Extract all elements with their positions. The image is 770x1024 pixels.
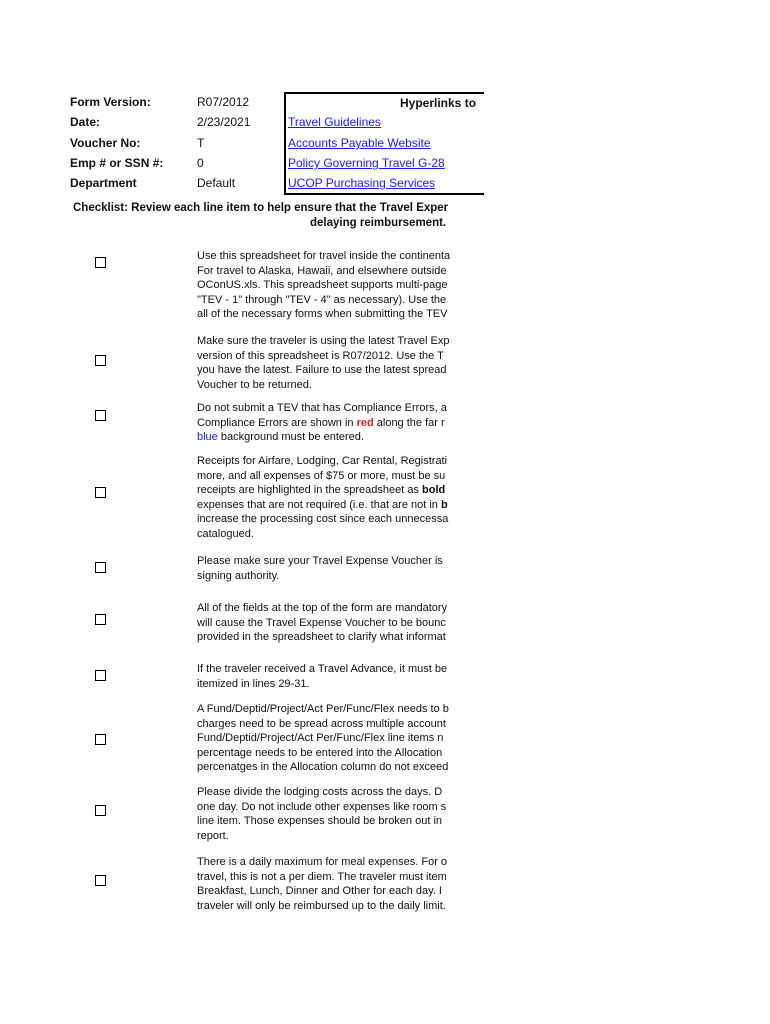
form-version-value: R07/2012 xyxy=(197,95,250,109)
item-4-line: catalogued. xyxy=(197,527,254,540)
item-8-line: percentage needs to be entered into the Allocation xyxy=(197,746,443,759)
item-6-line: All of the fields at the top of the form are mandatory xyxy=(197,602,448,614)
checklist-item-9 xyxy=(197,785,484,843)
checklist-item-10 xyxy=(197,855,484,913)
item-3-line xyxy=(197,416,484,431)
checklist-item-3 xyxy=(197,401,484,445)
item-6-line: will cause the Travel Expense Voucher to be bounc xyxy=(197,616,446,629)
item-3-text: Compliance Errors are shown in xyxy=(197,416,357,429)
item-9-line: one day. Do not include other expenses like room s xyxy=(197,800,447,813)
date-value: 2/23/2021 xyxy=(197,115,251,129)
item-10-line: traveler will only be reimbursed up to the daily limit. xyxy=(197,899,446,912)
item-3-line xyxy=(197,430,484,445)
checkbox-item-10[interactable] xyxy=(95,875,106,886)
department-label: Department xyxy=(70,176,137,190)
checkbox-item-2[interactable] xyxy=(95,355,106,366)
checklist-item-1 xyxy=(197,249,484,322)
item-10-line: travel, this is not a per diem. The traveler must item xyxy=(197,870,447,883)
checklist-item-7 xyxy=(197,662,484,691)
voucher-label: Voucher No: xyxy=(70,136,141,150)
item-3-text: along the far r xyxy=(373,416,445,429)
item-2-line: Voucher to be returned. xyxy=(197,378,312,391)
item-1-line: "TEV - 1" through "TEV - 4" as necessary). Use the xyxy=(197,293,447,306)
bold-highlight-text: b xyxy=(440,498,448,511)
checkbox-item-7[interactable] xyxy=(95,670,106,681)
item-10-line: Breakfast, Lunch, Dinner and Other for each day. I xyxy=(197,885,442,897)
item-2-line: version of this spreadsheet is R07/2012. Use the T xyxy=(197,349,444,362)
item-4-text: receipts are highlighted in the spreadsheet as xyxy=(197,484,423,496)
item-8-line: Fund/Deptid/Project/Act Per/Func/Flex line items n xyxy=(197,732,444,744)
item-4-line: Receipts for Airfare, Lodging, Car Rental, Registrati xyxy=(197,455,448,467)
item-7-line: If the traveler received a Travel Advance, it must be xyxy=(197,663,448,675)
item-1-line: OConUS.xls. This spreadsheet supports multi-page xyxy=(197,279,448,291)
checkbox-item-9[interactable] xyxy=(95,805,106,816)
checklist-title: Checklist: Review each line item to help ensure that the Travel Exper xyxy=(73,202,449,214)
voucher-value: T xyxy=(197,136,205,150)
item-2-line: you have the latest. Failure to use the latest spread xyxy=(197,364,447,376)
checklist-item-8 xyxy=(197,702,484,775)
item-9-line: report. xyxy=(197,829,229,842)
link-accounts-payable[interactable]: Accounts Payable Website xyxy=(288,136,431,150)
checklist-item-6 xyxy=(197,601,484,645)
checklist-item-4 xyxy=(197,454,484,541)
item-5-line: signing authority. xyxy=(197,569,280,582)
bold-highlight-text: bold xyxy=(422,484,446,496)
checkbox-item-4[interactable] xyxy=(95,487,106,498)
item-3-line: Do not submit a TEV that has Compliance Errors, a xyxy=(197,402,447,414)
item-9-line: line item. Those expenses should be broken out in xyxy=(197,815,443,827)
date-label: Date: xyxy=(70,115,101,129)
item-10-line: There is a daily maximum for meal expenses. For o xyxy=(197,856,448,868)
department-value: Default xyxy=(197,176,236,190)
checkbox-item-5[interactable] xyxy=(95,562,106,573)
checkbox-item-1[interactable] xyxy=(95,257,106,268)
item-8-line: A Fund/Deptid/Project/Act Per/Func/Flex needs to b xyxy=(197,703,449,715)
hyperlinks-title: Hyperlinks to xyxy=(400,96,477,110)
form-version-label: Form Version: xyxy=(70,95,151,109)
item-7-line: itemized in lines 29-31. xyxy=(197,677,310,690)
red-highlight-text: red xyxy=(356,416,374,429)
item-5-line: Please make sure your Travel Expense Voucher is xyxy=(197,555,443,567)
checkbox-item-3[interactable] xyxy=(95,410,106,421)
item-1-line: all of the necessary forms when submitting the TEV xyxy=(197,308,448,320)
checkbox-item-6[interactable] xyxy=(95,614,106,625)
item-8-line: percenatges in the Allocation column do not exceed xyxy=(197,761,449,773)
blue-highlight-text: blue xyxy=(197,431,218,443)
emp-label: Emp # or SSN #: xyxy=(70,156,164,170)
item-4-line: increase the processing cost since each unnecessa xyxy=(197,513,449,525)
emp-value: 0 xyxy=(197,156,204,170)
item-1-line: Use this spreadsheet for travel inside the continenta xyxy=(197,250,451,262)
checklist-item-5 xyxy=(197,554,484,583)
link-ucop-purchasing[interactable]: UCOP Purchasing Services xyxy=(288,176,436,190)
item-8-line: charges need to be spread across multiple account xyxy=(197,717,446,730)
item-9-line: Please divide the lodging costs across the days. D xyxy=(197,786,443,798)
item-1-line: For travel to Alaska, Hawaii, and elsewhere outside xyxy=(197,264,447,277)
link-travel-guidelines[interactable]: Travel Guidelines xyxy=(288,115,381,129)
item-2-line: Make sure the traveler is using the latest Travel Exp xyxy=(197,335,450,347)
checklist-title-line2: delaying reimbursement. xyxy=(310,217,447,229)
item-6-line: provided in the spreadsheet to clarify what informat xyxy=(197,631,446,643)
item-4-line xyxy=(197,483,484,498)
item-3-text: background must be entered. xyxy=(217,431,364,443)
item-4-line: more, and all expenses of $75 or more, must be su xyxy=(197,469,446,482)
checkbox-item-8[interactable] xyxy=(95,734,106,745)
item-4-line xyxy=(197,498,484,513)
item-4-text: expenses that are not required (i.e. that are not in xyxy=(197,498,441,511)
link-policy-g28[interactable]: Policy Governing Travel G-28 xyxy=(288,156,445,170)
checklist-item-2 xyxy=(197,334,484,392)
